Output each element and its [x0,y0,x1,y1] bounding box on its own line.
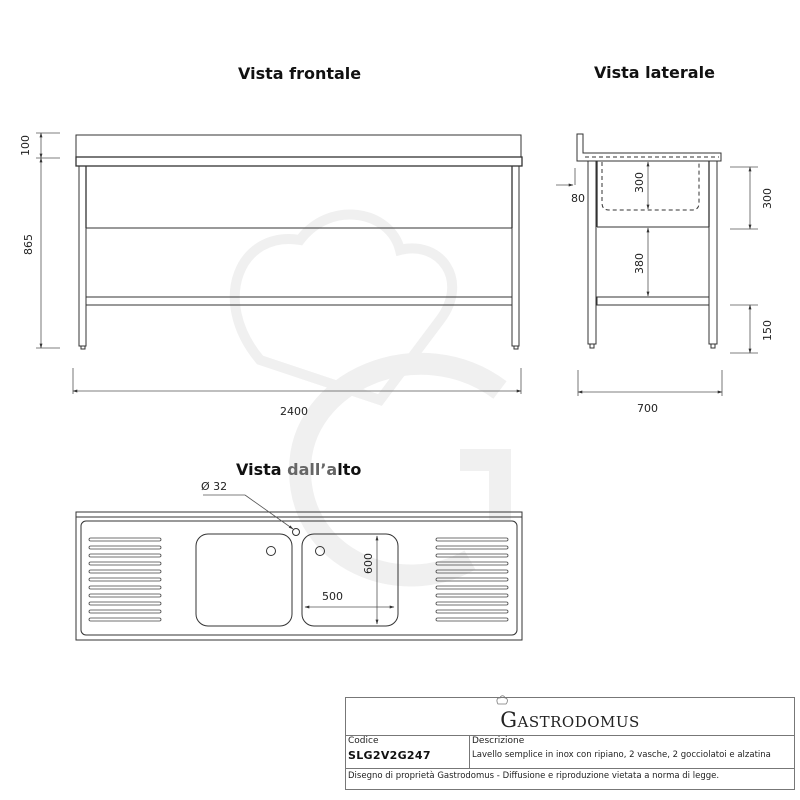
chef-hat-icon [496,695,508,705]
dim-gap-to-shelf: 380 [633,253,646,274]
front-view-title: Vista frontale [238,64,362,83]
brand-logo [500,708,640,735]
product-code: SLG2V2G247 [348,749,431,762]
title-block [345,697,795,790]
top-view-title-part3: lto [337,460,362,479]
dim-backsplash-offset: 80 [571,192,585,205]
top-view-title-part1: Vista [236,460,288,479]
dim-table-height: 865 [22,234,35,255]
dim-basin-width: 500 [322,590,343,603]
dim-depth: 700 [637,402,658,415]
dim-basin-length: 600 [362,553,375,574]
dim-total-width: 2400 [280,405,308,418]
code-cell [346,735,470,768]
dim-shelf-height: 150 [761,320,774,341]
code-label: Codice [348,736,379,746]
copyright-notice: Disegno di proprietà Gastrodomus - Diffusione e riproduzione vietata a norma di legge. [348,771,720,781]
side-view-dimension-lines [556,162,758,396]
dim-backsplash-height: 100 [19,135,32,156]
description-cell [470,735,794,768]
top-view-title [236,460,361,479]
dim-basin-inner-depth: 300 [633,172,646,193]
product-description: Lavello semplice in inox con ripiano, 2 vasche, 2 gocciolatoi e alzatina [472,750,771,760]
brand-row [346,698,794,736]
brand-name: ASTRODOMUS [517,713,640,731]
description-label: Descrizione [472,736,525,746]
side-view-title: Vista laterale [594,63,715,82]
brand-initial: G [500,708,518,732]
code-description-row [346,735,794,769]
dim-tap-hole-diameter: Ø 32 [201,480,228,493]
side-view-drawing [577,134,721,348]
left-drainer-slots [89,538,161,621]
dim-basin-depth: 300 [761,188,774,209]
top-view-title-part2: dall’a [287,460,338,479]
